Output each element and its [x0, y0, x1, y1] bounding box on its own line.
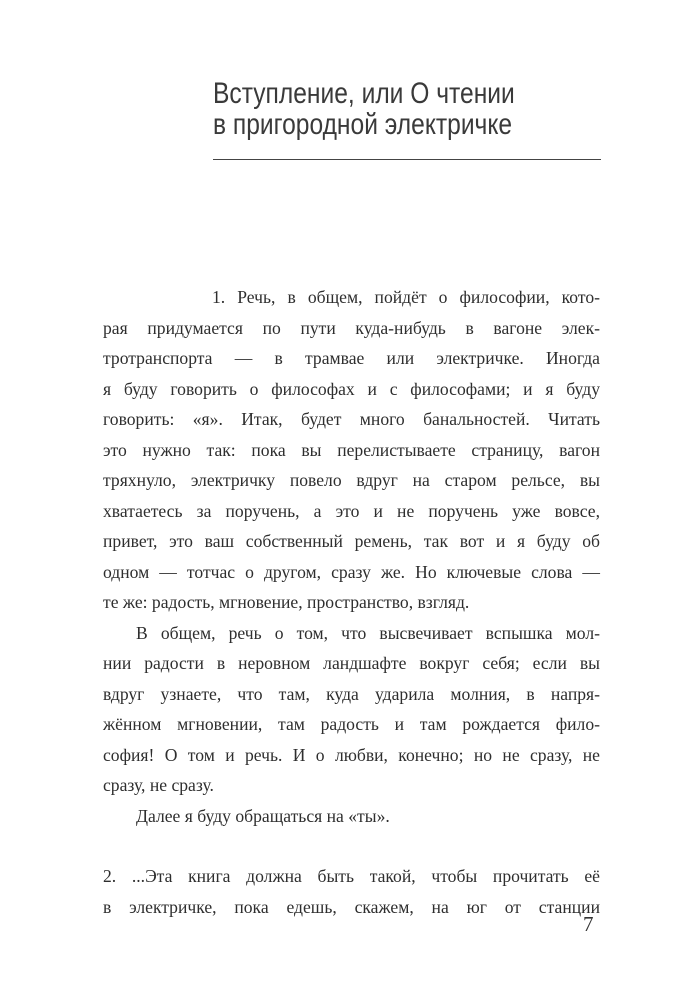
text-line: софия! О том и речь. И о любви, конечно; но не сразу, не: [103, 744, 600, 765]
chapter-title: [213, 78, 607, 140]
text-line: тряхнуло, электричку повело вдруг на старом рельсе, вы: [103, 470, 600, 490]
text-line: вдруг узнаете, что там, куда ударила молния, в напря-: [103, 683, 600, 704]
text-line: те же: радость, мгновение, пространство, взгляд.: [103, 592, 470, 612]
text-line: В общем, речь о том, что высвечивает вспышка мол-: [136, 622, 600, 643]
text-line: жённом мгновении, там радость и там рождается фило-: [103, 714, 600, 734]
text-line: одном — тотчас о другом, сразу же. Но ключевые слова —: [103, 561, 600, 582]
text-line: говорить: «я». Итак, будет много банальностей. Читать: [103, 409, 600, 429]
text-line: я буду говорить о философах и с философами; и я буду: [103, 378, 600, 399]
text-line: привет, это ваш собственный ремень, так вот и я буду об: [103, 531, 600, 551]
text-line: это нужно так: пока вы перелистываете страницу, вагон: [103, 439, 600, 460]
text-line: нии радости в неровном ландшафте вокруг себя; если вы: [103, 653, 600, 673]
title-divider: [213, 159, 601, 160]
text-line: 1. Речь, в общем, пойдёт о философии, кото-: [212, 287, 600, 307]
text-line: хватаетесь за поручень, а это и не поручень уже вовсе,: [103, 500, 600, 521]
text-line: рая придумается по пути куда-нибудь в вагоне элек-: [103, 317, 600, 338]
text-line: сразу, не сразу.: [103, 775, 214, 795]
text-line: в электричке, пока едешь, скажем, на юг от станции: [103, 896, 600, 917]
text-line: Далее я буду обращаться на «ты».: [136, 805, 390, 826]
text-line: тротранспорта — в трамвае или электричке. Иногда: [103, 348, 600, 368]
page-number: 7: [583, 912, 594, 936]
body-text: [103, 282, 600, 922]
chapter-title-line-2: в пригородной электричке: [213, 108, 513, 141]
chapter-title-line-1: Вступление, или О чтении: [213, 77, 515, 110]
text-line: 2. ...Эта книга должна быть такой, чтобы прочитать её: [103, 866, 600, 886]
